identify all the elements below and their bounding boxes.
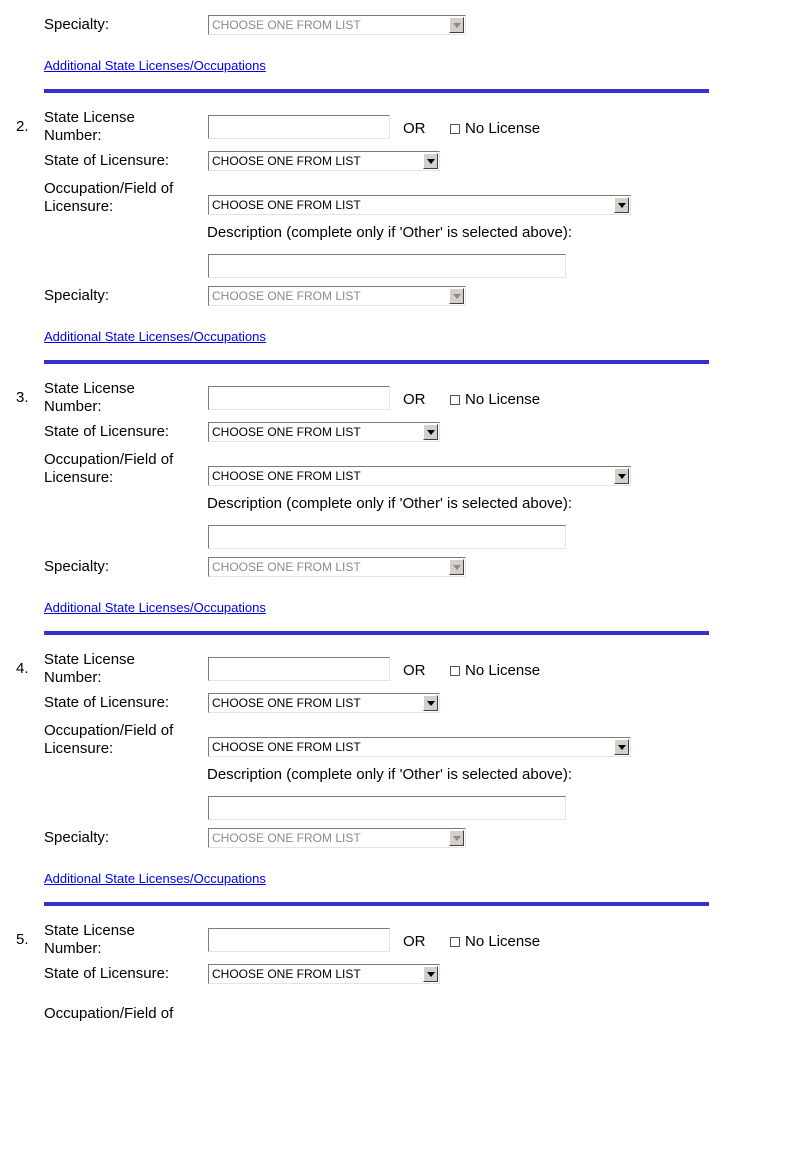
select-value: CHOOSE ONE FROM LIST (212, 18, 361, 32)
license-number-input[interactable] (208, 115, 390, 139)
additional-licenses-link-text[interactable]: Additional State Licenses/Occupations (44, 871, 266, 886)
license-number-label-1: State License (44, 922, 135, 939)
occupation-select[interactable] (208, 737, 631, 757)
chevron-down-icon[interactable] (449, 288, 464, 304)
license-number-input[interactable] (208, 657, 390, 681)
select-value: CHOOSE ONE FROM LIST (212, 696, 361, 710)
state-label: State of Licensure: (44, 965, 170, 982)
occupation-label-2: Licensure: (44, 740, 114, 757)
description-label: Description (complete only if 'Other' is selected above): (207, 224, 573, 241)
license-number-label-2: Number: (44, 940, 102, 957)
chevron-down-icon[interactable] (423, 424, 438, 440)
section-divider (44, 360, 709, 364)
specialty-select[interactable] (208, 15, 466, 35)
state-select[interactable] (208, 422, 440, 442)
specialty-label: Specialty: (44, 829, 110, 846)
license-section (0, 361, 789, 632)
select-value: CHOOSE ONE FROM LIST (212, 560, 361, 574)
license-number-label-1: State License (44, 651, 135, 668)
occupation-label-1: Occupation/Field of (44, 1005, 174, 1022)
chevron-down-icon[interactable] (449, 830, 464, 846)
occupation-label-1: Occupation/Field of (44, 722, 174, 739)
no-license-label: No License (465, 933, 541, 950)
state-select[interactable] (208, 693, 440, 713)
select-value: CHOOSE ONE FROM LIST (212, 289, 361, 303)
description-input[interactable] (208, 525, 566, 549)
or-label: OR (403, 662, 426, 679)
additional-licenses-link[interactable] (44, 328, 266, 345)
select-value: CHOOSE ONE FROM LIST (212, 469, 361, 483)
specialty-select[interactable] (208, 557, 466, 577)
license-number-input[interactable] (208, 928, 390, 952)
no-license-label: No License (465, 391, 541, 408)
chevron-down-icon[interactable] (423, 153, 438, 169)
chevron-down-icon[interactable] (449, 17, 464, 33)
or-label: OR (403, 933, 426, 950)
specialty-select[interactable] (208, 286, 466, 306)
section-divider (44, 89, 709, 93)
select-value: CHOOSE ONE FROM LIST (212, 425, 361, 439)
section-number: 2. (16, 118, 29, 135)
occupation-label-1: Occupation/Field of (44, 180, 174, 197)
select-value: CHOOSE ONE FROM LIST (212, 740, 361, 754)
specialty-label: Specialty: (44, 287, 110, 304)
state-label: State of Licensure: (44, 694, 170, 711)
chevron-down-icon[interactable] (614, 739, 629, 755)
chevron-down-icon[interactable] (423, 695, 438, 711)
occupation-label-2: Licensure: (44, 198, 114, 215)
section-number: 4. (16, 660, 29, 677)
no-license-checkbox[interactable] (450, 937, 460, 947)
no-license-checkbox[interactable] (450, 124, 460, 134)
no-license-checkbox[interactable] (450, 395, 460, 405)
description-label: Description (complete only if 'Other' is selected above): (207, 766, 573, 783)
additional-licenses-link-text[interactable]: Additional State Licenses/Occupations (44, 58, 266, 73)
no-license-label: No License (465, 120, 541, 137)
specialty-select[interactable] (208, 828, 466, 848)
select-value: CHOOSE ONE FROM LIST (212, 967, 361, 981)
occupation-select[interactable] (208, 195, 631, 215)
license-section (0, 632, 789, 903)
chevron-down-icon[interactable] (423, 966, 438, 982)
additional-licenses-link-text[interactable]: Additional State Licenses/Occupations (44, 329, 266, 344)
additional-licenses-link[interactable] (44, 870, 266, 887)
no-license-label: No License (465, 662, 541, 679)
specialty-label: Specialty: (44, 16, 110, 33)
state-select[interactable] (208, 964, 440, 984)
or-label: OR (403, 120, 426, 137)
chevron-down-icon[interactable] (449, 559, 464, 575)
or-label: OR (403, 391, 426, 408)
no-license-checkbox[interactable] (450, 666, 460, 676)
state-label: State of Licensure: (44, 152, 170, 169)
license-section (0, 903, 789, 1174)
description-label: Description (complete only if 'Other' is selected above): (207, 495, 573, 512)
section-number: 5. (16, 931, 29, 948)
description-input[interactable] (208, 254, 566, 278)
license-section (0, 90, 789, 361)
license-number-label-1: State License (44, 109, 135, 126)
section-divider (44, 631, 709, 635)
section-number: 3. (16, 389, 29, 406)
specialty-label: Specialty: (44, 558, 110, 575)
additional-licenses-link[interactable] (44, 599, 266, 616)
occupation-label-1: Occupation/Field of (44, 451, 174, 468)
license-section (0, 0, 789, 90)
section-divider (44, 902, 709, 906)
license-number-label-2: Number: (44, 127, 102, 144)
additional-licenses-link[interactable] (44, 57, 266, 74)
state-select[interactable] (208, 151, 440, 171)
license-number-input[interactable] (208, 386, 390, 410)
occupation-select[interactable] (208, 466, 631, 486)
occupation-label-2: Licensure: (44, 469, 114, 486)
select-value: CHOOSE ONE FROM LIST (212, 198, 361, 212)
select-value: CHOOSE ONE FROM LIST (212, 154, 361, 168)
state-label: State of Licensure: (44, 423, 170, 440)
license-number-label-2: Number: (44, 398, 102, 415)
chevron-down-icon[interactable] (614, 468, 629, 484)
license-number-label-1: State License (44, 380, 135, 397)
chevron-down-icon[interactable] (614, 197, 629, 213)
description-input[interactable] (208, 796, 566, 820)
select-value: CHOOSE ONE FROM LIST (212, 831, 361, 845)
additional-licenses-link-text[interactable]: Additional State Licenses/Occupations (44, 600, 266, 615)
license-number-label-2: Number: (44, 669, 102, 686)
